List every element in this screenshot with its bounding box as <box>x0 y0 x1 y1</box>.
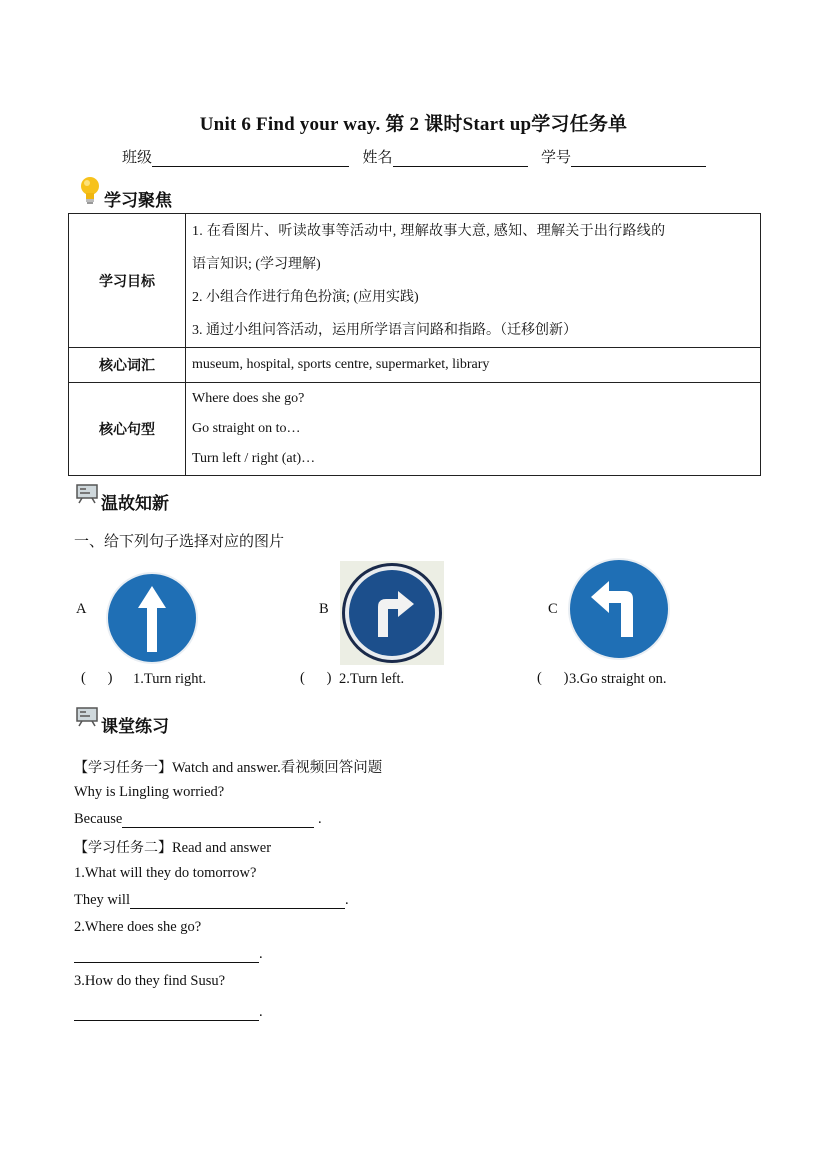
task2-line <box>74 837 271 857</box>
row-content: museum, hospital, sports centre, supermarket, library <box>186 348 761 383</box>
answer-suffix: . <box>344 892 349 908</box>
board-icon <box>76 707 98 727</box>
goal-line: 3. 通过小组问答活动，运用所学语言问路和指路。（迁移创新） <box>192 322 577 338</box>
arrow-up-icon <box>106 572 198 664</box>
row-label: 学习目标 <box>69 214 186 348</box>
question-3: 2.Where does she go? <box>74 919 202 935</box>
sign-letter-c: C <box>548 601 558 617</box>
class-field[interactable] <box>152 150 349 167</box>
arrow-turn-right-icon <box>340 561 444 665</box>
pattern-line: Where does she go? <box>192 391 305 406</box>
goal-line: 1. 在看图片、听读故事等活动中, 理解故事大意, 感知、理解关于出行路线的 <box>192 223 666 239</box>
board-icon <box>76 484 98 504</box>
sign-letter-b: B <box>319 601 329 617</box>
sign-letter-a: A <box>76 601 87 617</box>
answer-2 <box>74 892 349 909</box>
answer-suffix: . <box>314 811 322 827</box>
task1-line <box>74 756 382 777</box>
choice-text: 1.Turn right. <box>133 671 207 687</box>
task1-text: Watch and answer.看视频回答问题 <box>172 760 383 776</box>
page-title: Unit 6 Find your way. 第 2 课时Start up学习任务单 <box>199 114 628 135</box>
lightbulb-icon <box>78 176 102 206</box>
focus-table <box>68 213 761 476</box>
task1-label: 【学习任务一】 <box>74 760 172 776</box>
number-field[interactable] <box>571 150 706 167</box>
focus-heading: 学习聚焦 <box>104 191 172 211</box>
pattern-line: Turn left / right (at)… <box>192 451 316 466</box>
answer-blank[interactable] <box>122 811 314 828</box>
answer-blank[interactable] <box>74 946 259 963</box>
review-task: 一、给下列句子选择对应的图片 <box>74 532 285 550</box>
choice-paren[interactable]: ( ) <box>537 670 569 686</box>
answer-suffix: . <box>259 946 263 962</box>
goal-line: 2. 小组合作进行角色扮演; (应用实践) <box>192 289 419 305</box>
review-heading: 温故知新 <box>101 494 169 514</box>
row-content <box>186 383 761 476</box>
name-label: 姓名 <box>362 150 393 166</box>
answer-blank[interactable] <box>74 1004 259 1021</box>
answer-suffix: . <box>259 1004 263 1020</box>
name-field[interactable] <box>393 150 528 167</box>
answer-prefix: They will <box>74 892 130 908</box>
info-line <box>122 146 706 167</box>
answer-prefix: Because <box>74 811 123 827</box>
question-2: 1.What will they do tomorrow? <box>74 865 257 881</box>
answer-blank[interactable] <box>130 892 345 909</box>
choice-paren[interactable]: ( ) <box>300 670 332 686</box>
question-4: 3.How do they find Susu? <box>74 973 226 989</box>
pattern-line: Go straight on to… <box>192 421 301 436</box>
row-content <box>186 214 761 348</box>
table-row <box>69 383 761 476</box>
answer-1 <box>74 811 322 828</box>
answer-4 <box>74 1004 263 1021</box>
row-label: 核心词汇 <box>69 348 186 383</box>
task2-label: 【学习任务二】 <box>74 840 172 856</box>
class-label: 班级 <box>122 150 153 166</box>
practice-heading: 课堂练习 <box>101 717 169 737</box>
choice-paren[interactable]: ( ) <box>81 670 113 686</box>
number-label: 学号 <box>541 150 572 166</box>
answer-3 <box>74 946 263 963</box>
table-row <box>69 348 761 383</box>
table-row <box>69 214 761 348</box>
task2-text: Read and answer <box>172 840 272 856</box>
choice-text: 2.Turn left. <box>339 671 405 687</box>
choice-text: 3.Go straight on. <box>569 671 667 687</box>
goal-line: 语言知识; (学习理解) <box>192 256 321 272</box>
row-label: 核心句型 <box>69 383 186 476</box>
question-1: Why is Lingling worried? <box>74 784 225 800</box>
arrow-turn-left-icon <box>567 557 671 661</box>
